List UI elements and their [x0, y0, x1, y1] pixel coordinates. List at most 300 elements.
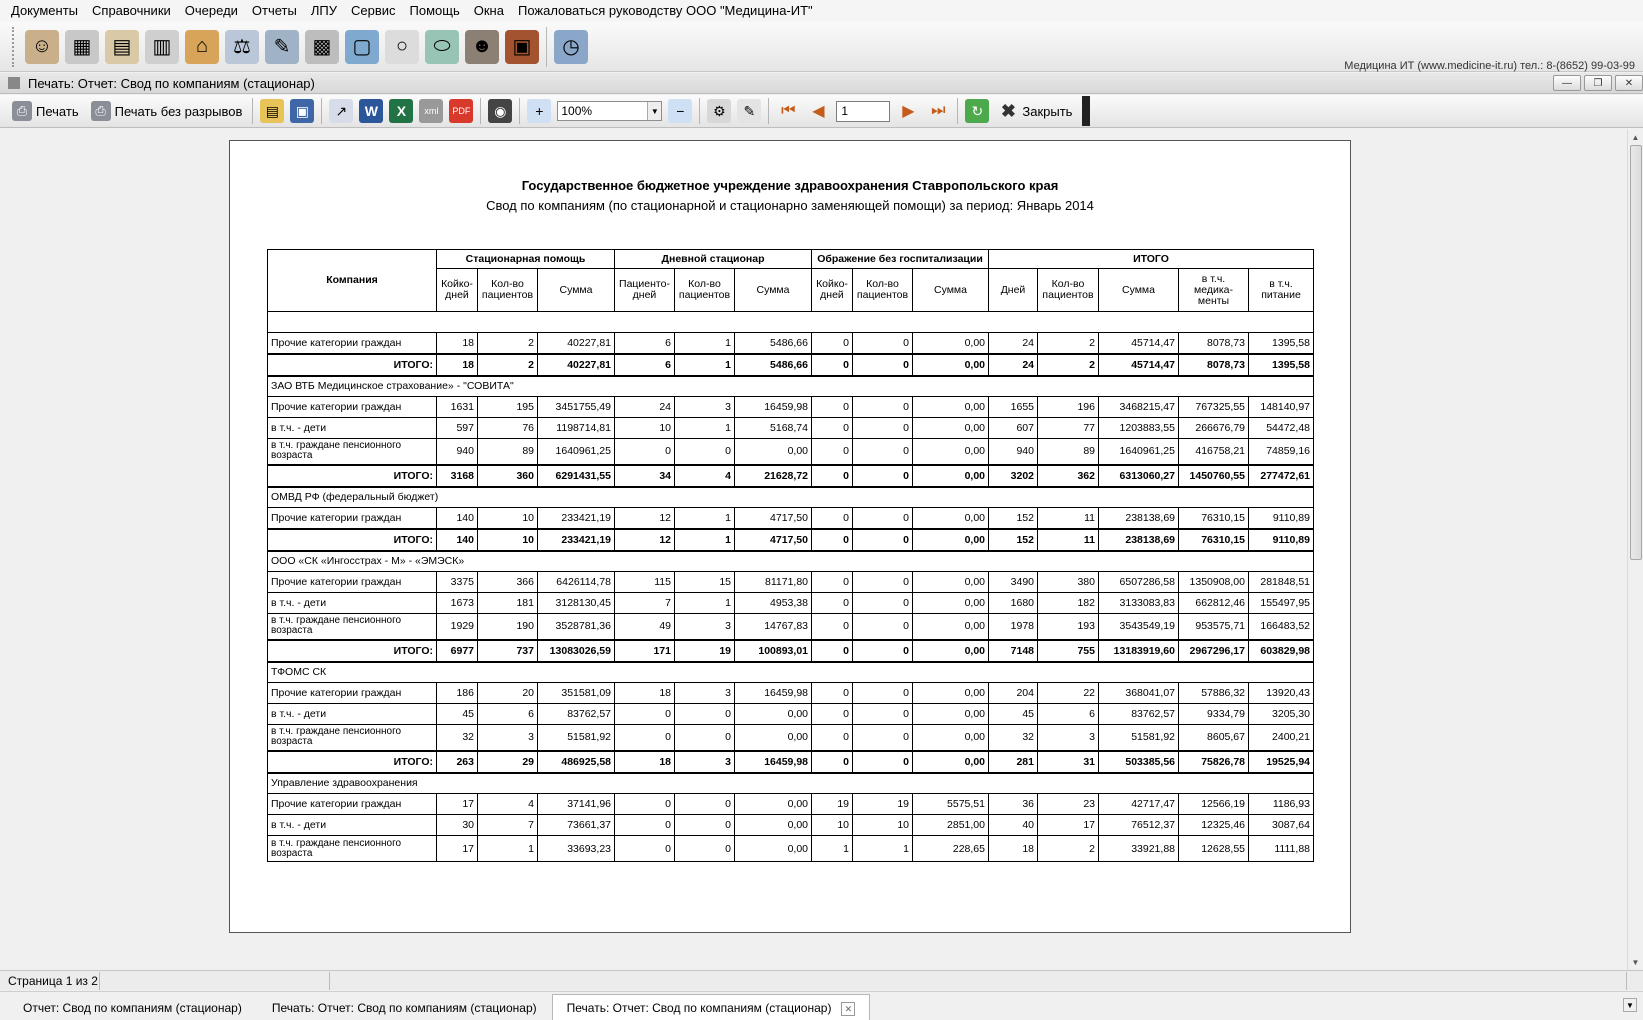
- export-dropdown-icon[interactable]: ↗: [329, 99, 353, 123]
- cell-value: 17: [437, 836, 478, 862]
- toolbar-overflow-handle[interactable]: [1082, 96, 1090, 126]
- cell-value: 0: [812, 397, 853, 418]
- restore-button[interactable]: ❐: [1584, 75, 1612, 91]
- header-col-11: Сумма: [1099, 269, 1179, 312]
- cell-value: 12628,55: [1179, 836, 1249, 862]
- status-cell: [100, 972, 330, 990]
- zoom-in-icon[interactable]: +: [527, 99, 551, 123]
- row-label: ИТОГО:: [268, 354, 437, 376]
- cell-value: 0: [853, 465, 913, 487]
- table-row: [268, 836, 1314, 862]
- cell-value: 6507286,58: [1099, 572, 1179, 593]
- company-group-row: [268, 487, 1314, 508]
- cell-value: 19: [853, 794, 913, 815]
- cell-value: 0,00: [913, 354, 989, 376]
- cell-value: 603829,98: [1249, 640, 1314, 662]
- menu-item-3[interactable]: Отчеты: [251, 3, 297, 18]
- window-tab[interactable]: [8, 994, 257, 1020]
- cell-value: 597: [437, 418, 478, 439]
- cell-value: 1198714,81: [538, 418, 615, 439]
- cell-value: 74859,16: [1249, 439, 1314, 465]
- cell-value: 1: [675, 593, 735, 614]
- cell-value: 6: [615, 333, 675, 354]
- cell-value: 5486,66: [735, 354, 812, 376]
- cell-value: 3: [478, 725, 538, 751]
- company-name: Управление здравоохранения: [268, 773, 1314, 794]
- cell-value: 0: [615, 815, 675, 836]
- cell-value: 263: [437, 751, 478, 773]
- cell-value: 238138,69: [1099, 529, 1179, 551]
- calendar-icon[interactable]: ▦: [65, 30, 99, 64]
- cell-value: 233421,19: [538, 529, 615, 551]
- cell-value: 1655: [989, 397, 1038, 418]
- word-icon[interactable]: W: [359, 99, 383, 123]
- cell-value: 32: [989, 725, 1038, 751]
- company-name: ЗАО ВТБ Медицинское страхование» - "СОВИТА": [268, 376, 1314, 397]
- cell-value: 10: [812, 815, 853, 836]
- registry-icon[interactable]: ▥: [145, 30, 179, 64]
- cell-value: 0: [675, 725, 735, 751]
- cell-value: 3: [675, 683, 735, 704]
- cell-value: 12: [615, 529, 675, 551]
- cell-value: 32: [437, 725, 478, 751]
- scroll-thumb[interactable]: [1630, 145, 1642, 560]
- cell-value: 0: [675, 815, 735, 836]
- total-row: [268, 751, 1314, 773]
- cell-value: 0,00: [913, 508, 989, 529]
- cell-value: 6977: [437, 640, 478, 662]
- separator: [957, 98, 958, 124]
- row-label: Прочие категории граждан: [268, 683, 437, 704]
- window-tab[interactable]: [552, 994, 871, 1020]
- cell-value: 1640961,25: [1099, 439, 1179, 465]
- cell-value: 24: [989, 333, 1038, 354]
- cell-value: 22: [1038, 683, 1099, 704]
- header-col-8: Сумма: [913, 269, 989, 312]
- people-icon[interactable]: ☻: [465, 30, 499, 64]
- cell-value: 3202: [989, 465, 1038, 487]
- cell-value: 1: [478, 836, 538, 862]
- cell-value: 5168,74: [735, 418, 812, 439]
- cell-value: 351581,09: [538, 683, 615, 704]
- header-col-7: Кол-во пациентов: [853, 269, 913, 312]
- cell-value: 18: [989, 836, 1038, 862]
- menu-item-5[interactable]: Сервис: [351, 3, 396, 18]
- clock-calendar-icon[interactable]: ◷: [554, 30, 588, 64]
- cell-value: 19525,94: [1249, 751, 1314, 773]
- cell-value: 0: [615, 794, 675, 815]
- tab-label: Печать: Отчет: Свод по компаниям (стационар): [566, 1001, 832, 1015]
- cell-value: 0,00: [913, 397, 989, 418]
- cell-value: 233421,19: [538, 508, 615, 529]
- header-col-5: Сумма: [735, 269, 812, 312]
- cell-value: 24: [989, 354, 1038, 376]
- cell-value: 737: [478, 640, 538, 662]
- menu-item-2[interactable]: Очереди: [184, 3, 238, 18]
- cell-value: 0: [853, 593, 913, 614]
- table-row: [268, 614, 1314, 640]
- cell-value: 1929: [437, 614, 478, 640]
- lab-icon[interactable]: ⚖: [225, 30, 259, 64]
- cell-value: 3205,30: [1249, 704, 1314, 725]
- window-title: Печать: Отчет: Свод по компаниям (стационар): [28, 75, 315, 91]
- edit-page-icon[interactable]: ✎: [737, 99, 761, 123]
- cell-value: 5486,66: [735, 333, 812, 354]
- cell-value: 3133083,83: [1099, 593, 1179, 614]
- cell-value: 0: [615, 704, 675, 725]
- cell-value: 76310,15: [1179, 508, 1249, 529]
- cell-value: 140: [437, 529, 478, 551]
- cell-value: 81171,80: [735, 572, 812, 593]
- cell-value: 0: [853, 751, 913, 773]
- capsule-icon[interactable]: ⬭: [425, 30, 459, 64]
- cell-value: 1: [675, 354, 735, 376]
- header-col-6: Койко-дней: [812, 269, 853, 312]
- header-group-no-hospitalization: Ображение без госпитализации: [812, 250, 989, 269]
- cell-value: 1640961,25: [538, 439, 615, 465]
- row-label: Прочие категории граждан: [268, 508, 437, 529]
- close-window-button[interactable]: ✕: [1615, 75, 1643, 91]
- cell-value: 11: [1038, 508, 1099, 529]
- print-no-breaks-label: Печать без разрывов: [114, 103, 243, 119]
- company-group-row: [268, 312, 1314, 333]
- cell-value: 6291431,55: [538, 465, 615, 487]
- status-cell: [330, 972, 1627, 990]
- xml-icon[interactable]: xml: [419, 99, 443, 123]
- cell-value: 503385,56: [1099, 751, 1179, 773]
- window-titlebar: [0, 73, 1643, 94]
- syringe-icon[interactable]: ✎: [265, 30, 299, 64]
- cell-value: 16459,98: [735, 751, 812, 773]
- cell-value: 75826,78: [1179, 751, 1249, 773]
- header-col-9: Дней: [989, 269, 1038, 312]
- cell-value: 1680: [989, 593, 1038, 614]
- save-icon[interactable]: ▣: [290, 99, 314, 123]
- cell-value: 30: [437, 815, 478, 836]
- close-icon[interactable]: ✕: [841, 1002, 855, 1016]
- cell-value: 0: [853, 439, 913, 465]
- cell-value: 3468215,47: [1099, 397, 1179, 418]
- row-label: в т.ч. - дети: [268, 704, 437, 725]
- report-toolbar: [0, 95, 1643, 128]
- first-page-icon[interactable]: ⏮: [781, 102, 796, 119]
- cell-value: 1395,58: [1249, 354, 1314, 376]
- cell-value: 49: [615, 614, 675, 640]
- row-label: ИТОГО:: [268, 529, 437, 551]
- cell-value: 0: [853, 333, 913, 354]
- cell-value: 3375: [437, 572, 478, 593]
- cell-value: 40227,81: [538, 354, 615, 376]
- cell-value: 0,00: [913, 333, 989, 354]
- cell-value: 3451755,49: [538, 397, 615, 418]
- cell-value: 1: [853, 836, 913, 862]
- cell-value: 662812,46: [1179, 593, 1249, 614]
- cell-value: 0: [853, 354, 913, 376]
- cell-value: 0: [812, 704, 853, 725]
- cell-value: 42717,47: [1099, 794, 1179, 815]
- row-label: в т.ч. граждане пенсионного возраста: [268, 614, 437, 640]
- separator: [546, 27, 547, 67]
- cell-value: 281: [989, 751, 1038, 773]
- cell-value: 0: [812, 725, 853, 751]
- cell-value: 45714,47: [1099, 333, 1179, 354]
- cell-value: 0: [853, 572, 913, 593]
- header-col-13: в т.ч. питание: [1249, 269, 1314, 312]
- toolbar-grip[interactable]: [12, 27, 16, 67]
- cell-value: 83762,57: [538, 704, 615, 725]
- cell-value: 1: [812, 836, 853, 862]
- cell-value: 953575,71: [1179, 614, 1249, 640]
- cell-value: 0,00: [913, 572, 989, 593]
- cell-value: 33921,88: [1099, 836, 1179, 862]
- cell-value: 0: [812, 640, 853, 662]
- menu-item-8[interactable]: Пожаловаться руководству ООО "Медицина-ИТ": [517, 3, 813, 18]
- table-row: [268, 572, 1314, 593]
- cell-value: 3: [675, 614, 735, 640]
- report-title: Государственное бюджетное учреждение здравоохранения Ставропольского края: [521, 178, 1059, 193]
- basket-icon[interactable]: ▢: [345, 30, 379, 64]
- open-folder-icon[interactable]: ▤: [260, 99, 284, 123]
- cell-value: 196: [1038, 397, 1099, 418]
- cell-value: 83762,57: [1099, 704, 1179, 725]
- cell-value: 140: [437, 508, 478, 529]
- cell-value: 0: [812, 572, 853, 593]
- cell-value: 1111,88: [1249, 836, 1314, 862]
- cell-value: 152: [989, 529, 1038, 551]
- cell-value: 0: [853, 397, 913, 418]
- settings-icon[interactable]: ⚙: [707, 99, 731, 123]
- next-page-icon[interactable]: ▶: [902, 103, 915, 120]
- separator: [519, 98, 520, 124]
- table-row: [268, 593, 1314, 614]
- cell-value: 0,00: [735, 815, 812, 836]
- cell-value: 7: [615, 593, 675, 614]
- print-no-breaks-button[interactable]: [85, 97, 249, 125]
- close-icon: ✖: [1000, 100, 1016, 121]
- cell-value: 0: [812, 439, 853, 465]
- menu-item-7[interactable]: Окна: [473, 3, 504, 18]
- separator: [699, 98, 700, 124]
- cell-value: 0,00: [913, 751, 989, 773]
- cell-value: 0: [675, 704, 735, 725]
- doctor-icon[interactable]: ☺: [25, 30, 59, 64]
- cell-value: 0: [853, 640, 913, 662]
- menu-item-1[interactable]: Справочники: [92, 3, 171, 18]
- cell-value: 940: [437, 439, 478, 465]
- cell-value: 10: [615, 418, 675, 439]
- chevron-down-icon[interactable]: ▼: [1623, 998, 1637, 1012]
- cell-value: 0: [812, 614, 853, 640]
- cell-value: 0: [812, 683, 853, 704]
- tab-label: Печать: Отчет: Свод по компаниям (стационар): [271, 1001, 537, 1015]
- separator: [480, 98, 481, 124]
- cell-value: 2: [478, 333, 538, 354]
- menu-item-0[interactable]: Документы: [11, 3, 79, 18]
- cell-value: 15: [675, 572, 735, 593]
- table-row: [268, 439, 1314, 465]
- cell-value: 1: [675, 529, 735, 551]
- cell-value: 9334,79: [1179, 704, 1249, 725]
- cell-value: 24: [615, 397, 675, 418]
- scroll-up-icon[interactable]: ▲: [1631, 132, 1640, 142]
- cell-value: 23: [1038, 794, 1099, 815]
- card-icon[interactable]: ▤: [105, 30, 139, 64]
- cell-value: 3168: [437, 465, 478, 487]
- cell-value: 0: [812, 354, 853, 376]
- cell-value: 37141,96: [538, 794, 615, 815]
- row-label: в т.ч. - дети: [268, 593, 437, 614]
- zoom-value: 100%: [561, 104, 593, 118]
- header-col-2: Сумма: [538, 269, 615, 312]
- print-button[interactable]: [6, 97, 85, 125]
- cell-value: 73661,37: [538, 815, 615, 836]
- cell-value: 0,00: [913, 529, 989, 551]
- cell-value: 54472,48: [1249, 418, 1314, 439]
- row-label: Прочие категории граждан: [268, 333, 437, 354]
- separator: [768, 98, 769, 124]
- row-label: Прочие категории граждан: [268, 794, 437, 815]
- row-label: ИТОГО:: [268, 640, 437, 662]
- book-icon[interactable]: ▣: [505, 30, 539, 64]
- company-name: ТФОМС СК: [268, 662, 1314, 683]
- cell-value: 360: [478, 465, 538, 487]
- report-page: [229, 140, 1351, 933]
- cell-value: 2: [1038, 333, 1099, 354]
- cell-value: 195: [478, 397, 538, 418]
- header-col-10: Кол-во пациентов: [1038, 269, 1099, 312]
- refresh-icon[interactable]: ↻: [965, 99, 989, 123]
- cell-value: 12566,19: [1179, 794, 1249, 815]
- table-row: [268, 815, 1314, 836]
- prev-page-icon[interactable]: ◀: [812, 103, 825, 120]
- cell-value: 380: [1038, 572, 1099, 593]
- cell-value: 33693,23: [538, 836, 615, 862]
- printer-icon: ⎙: [91, 101, 111, 121]
- vertical-scrollbar[interactable]: [1627, 129, 1643, 970]
- cell-value: 0: [812, 333, 853, 354]
- cell-value: 148140,97: [1249, 397, 1314, 418]
- binoculars-icon[interactable]: ◉: [488, 99, 512, 123]
- cell-value: 2851,00: [913, 815, 989, 836]
- total-row: [268, 354, 1314, 376]
- cell-value: 0: [853, 614, 913, 640]
- cell-value: 2: [1038, 354, 1099, 376]
- pdf-icon[interactable]: PDF: [449, 99, 473, 123]
- cell-value: 767325,55: [1179, 397, 1249, 418]
- table-row: [268, 704, 1314, 725]
- cell-value: 4: [478, 794, 538, 815]
- house-icon[interactable]: ⌂: [185, 30, 219, 64]
- cell-value: 171: [615, 640, 675, 662]
- cell-value: 0: [675, 836, 735, 862]
- cell-value: 3528781,36: [538, 614, 615, 640]
- cell-value: 100893,01: [735, 640, 812, 662]
- chevron-down-icon: ▼: [647, 102, 661, 120]
- pills-icon[interactable]: ○: [385, 30, 419, 64]
- cell-value: 11: [1038, 529, 1099, 551]
- table-row: [268, 333, 1314, 354]
- cell-value: 204: [989, 683, 1038, 704]
- cell-value: 6313060,27: [1099, 465, 1179, 487]
- header-company: Компания: [268, 250, 437, 312]
- cell-value: 0,00: [913, 725, 989, 751]
- cell-value: 10: [478, 529, 538, 551]
- header-col-1: Кол-во пациентов: [478, 269, 538, 312]
- scroll-down-icon[interactable]: ▼: [1631, 957, 1640, 967]
- cell-value: 0: [853, 508, 913, 529]
- zoom-out-icon[interactable]: −: [668, 99, 692, 123]
- row-label: Прочие категории граждан: [268, 572, 437, 593]
- cell-value: 1450760,55: [1179, 465, 1249, 487]
- cell-value: 940: [989, 439, 1038, 465]
- window-tab[interactable]: [257, 994, 552, 1020]
- row-label: ИТОГО:: [268, 751, 437, 773]
- page-number-input[interactable]: 1: [836, 101, 890, 122]
- table-row: [268, 397, 1314, 418]
- cell-value: 0: [675, 794, 735, 815]
- cell-value: 186: [437, 683, 478, 704]
- cell-value: 9110,89: [1249, 529, 1314, 551]
- cell-value: 277472,61: [1249, 465, 1314, 487]
- cell-value: 16459,98: [735, 683, 812, 704]
- cell-value: 0: [812, 593, 853, 614]
- cell-value: 0: [615, 725, 675, 751]
- cell-value: 281848,51: [1249, 572, 1314, 593]
- cell-value: 3: [675, 751, 735, 773]
- cell-value: 2: [1038, 836, 1099, 862]
- cell-value: 6: [478, 704, 538, 725]
- last-page-icon[interactable]: ⏭: [931, 102, 946, 119]
- close-report-button[interactable]: [992, 97, 1078, 125]
- cell-value: 3543549,19: [1099, 614, 1179, 640]
- table-row: [268, 683, 1314, 704]
- minimize-button[interactable]: —: [1553, 75, 1581, 91]
- excel-icon[interactable]: X: [389, 99, 413, 123]
- cell-value: 6426114,78: [538, 572, 615, 593]
- cell-value: 166483,52: [1249, 614, 1314, 640]
- cell-value: 181: [478, 593, 538, 614]
- cell-value: 238138,69: [1099, 508, 1179, 529]
- menu-item-4[interactable]: ЛПУ: [310, 3, 337, 18]
- cell-value: 9110,89: [1249, 508, 1314, 529]
- cell-value: 0: [615, 439, 675, 465]
- cell-value: 5575,51: [913, 794, 989, 815]
- cell-value: 13083026,59: [538, 640, 615, 662]
- company-group-row: [268, 773, 1314, 794]
- cell-value: 14767,83: [735, 614, 812, 640]
- cell-value: 0,00: [913, 593, 989, 614]
- menu-bar: [0, 0, 1643, 22]
- cell-value: 0: [853, 725, 913, 751]
- company-group-row: [268, 662, 1314, 683]
- zoom-select[interactable]: [557, 101, 662, 121]
- cell-value: 2400,21: [1249, 725, 1314, 751]
- table-row: [268, 508, 1314, 529]
- building-icon[interactable]: ▩: [305, 30, 339, 64]
- report-table: [267, 249, 1314, 862]
- cell-value: 0,00: [913, 704, 989, 725]
- cell-value: 40227,81: [538, 333, 615, 354]
- cell-value: 2967296,17: [1179, 640, 1249, 662]
- separator: [321, 98, 322, 124]
- cell-value: 45714,47: [1099, 354, 1179, 376]
- cell-value: 0,00: [735, 439, 812, 465]
- cell-value: 45: [989, 704, 1038, 725]
- row-label: в т.ч. - дети: [268, 418, 437, 439]
- cell-value: 10: [478, 508, 538, 529]
- menu-item-6[interactable]: Помощь: [409, 3, 460, 18]
- cell-value: 7148: [989, 640, 1038, 662]
